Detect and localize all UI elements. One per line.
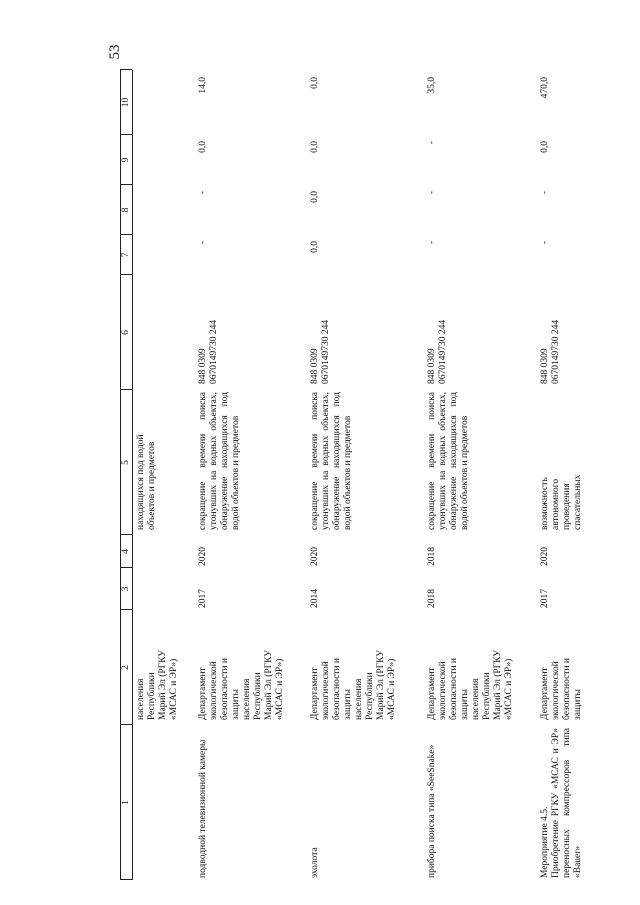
cell-executor: населения Республики Марий Эл (РГКУ «МСАС и ЭР») xyxy=(136,649,179,720)
cell-measure: прибора поиска типа «SeeSnake» xyxy=(427,744,437,878)
column-number: 5 xyxy=(121,460,131,465)
cell-value-9: 0,0 xyxy=(198,141,208,153)
cell-measure: эхолота xyxy=(310,847,320,878)
cell-value-9: - xyxy=(427,141,437,145)
cell-end-year: 2020 xyxy=(540,547,550,566)
column-number: 6 xyxy=(121,330,131,335)
cell-start-year: 2014 xyxy=(310,589,320,608)
column-number: 7 xyxy=(121,252,131,258)
cell-value-8: - xyxy=(427,191,437,195)
cell-value-9: 0,0 xyxy=(310,141,320,153)
cell-budget-code: 848 0309 0670149730 244 xyxy=(310,319,331,384)
cell-value-10: 470,0 xyxy=(540,77,550,99)
column-number: 3 xyxy=(121,586,131,592)
cell-value-9: 0,0 xyxy=(540,141,550,153)
cell-value-7: - xyxy=(540,241,550,245)
column-number: 4 xyxy=(121,549,131,554)
column-number: 2 xyxy=(121,665,131,670)
cell-value-7: 0,0 xyxy=(310,241,320,253)
column-number: 10 xyxy=(121,97,131,108)
cell-executor: Департамент экологической безопасности и защиты населения Республики Марий Эл (РГКУ «МСАС и ЭР») xyxy=(198,649,285,720)
cell-value-8: - xyxy=(540,191,550,195)
cell-result: находящихся под водой объектов и предметов xyxy=(136,434,157,530)
cell-budget-code: 848 0309 0670149730 244 xyxy=(198,319,219,384)
cell-value-10: 0,0 xyxy=(310,77,320,89)
cell-measure: подводной телевизионной камеры xyxy=(198,739,208,878)
cell-result: сокращение времени поиска утонувших на водных объектах, обнаружение находящихся под водой объектов и предметов xyxy=(427,392,470,530)
page-number: 53 xyxy=(107,44,123,60)
column-number: 1 xyxy=(121,800,131,805)
cell-value-10: 14,0 xyxy=(198,77,208,94)
cell-result: сокращение времени поиска утонувших на водных объектах, обнаружение находящихся под водой объектов и предметов xyxy=(198,392,241,530)
cell-value-10: 35,0 xyxy=(427,77,437,94)
cell-start-year: 2017 xyxy=(540,589,550,608)
budget-table xyxy=(120,70,640,880)
cell-result: сокращение времени поиска утонувших на водных объектах, обнаружение находящихся под водой объектов и предметов xyxy=(310,392,353,530)
cell-value-7: - xyxy=(427,241,437,245)
table-header-rule xyxy=(132,70,133,880)
cell-start-year: 2017 xyxy=(198,589,208,608)
cell-start-year: 2018 xyxy=(427,589,437,608)
cell-measure: Мероприятие 4.5. Приобретение РГКУ «МСАС и ЭР» переносных компрессоров типа «Bauer» xyxy=(540,728,583,878)
cell-executor: Департамент экологической безопасности и защиты населения Республики Марий Эл (РГКУ «МСАС и ЭР») xyxy=(310,649,397,720)
cell-executor: Департамент экологической безопасности и защиты населения Республики Марий Эл (РГКУ «МСАС и ЭР») xyxy=(427,649,514,720)
column-number: 8 xyxy=(121,207,131,213)
cell-value-8: - xyxy=(198,191,208,195)
cell-end-year: 2018 xyxy=(427,547,437,566)
cell-executor: Департамент экологической безопасности и защиты xyxy=(540,658,583,720)
cell-budget-code: 848 0309 0670149730 244 xyxy=(427,319,448,384)
cell-value-7: - xyxy=(198,241,208,245)
cell-budget-code: 848 0309 0670149730 244 xyxy=(540,319,561,384)
cell-value-8: 0,0 xyxy=(310,191,320,203)
column-number: 9 xyxy=(121,157,131,163)
cell-end-year: 2020 xyxy=(198,547,208,566)
cell-result: возможность автономного проведения спасательных xyxy=(540,474,583,530)
cell-end-year: 2020 xyxy=(310,547,320,566)
